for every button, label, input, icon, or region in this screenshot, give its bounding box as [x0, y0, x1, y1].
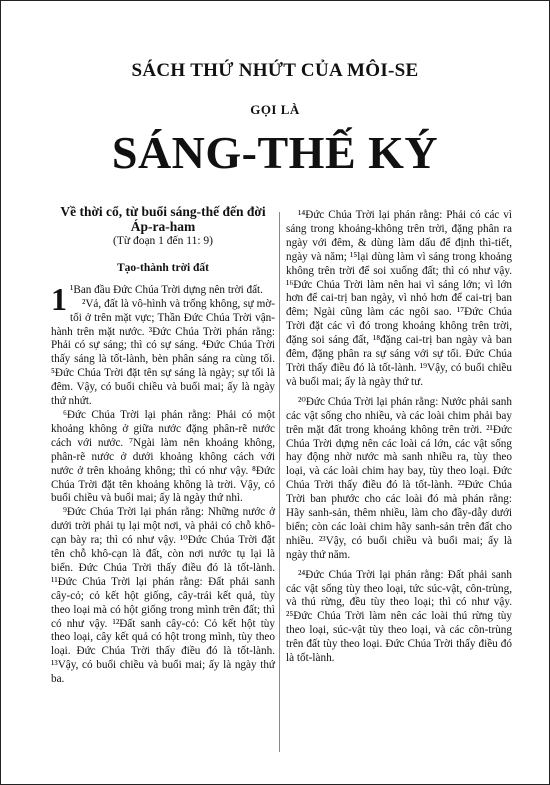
book-title-line-2: GỌI LÀ	[250, 102, 300, 117]
section-heading: Về thời cổ, từ buổi sáng-thế đến đời Áp-ra-ham	[60, 204, 266, 234]
verse-paragraph: ²⁰Đức Chúa Trời lại phán rằng: Nước phải sanh các vật sống cho nhiều, và các loài chim phải bay trên mặt đất trong khoảng không trên trời. ²¹Đức Chúa Trời dựng nên các loài cá lớn, các vật sống hay động nhờ nước mà sanh nhiều ra, tùy theo loại, và các loài chim hay bay, tùy theo loại. Đức Chúa Trời thấy điều đó là tốt-lành. ²²Đức Chúa Trời ban phước cho các loài đó mà phán rằng: Hãy sanh-sản, thêm nhiều, làm cho đầy-dẫy dưới biển; còn các loài chim hãy sanh-sản trên đất cho nhiều. ²³Vậy, có buổi chiều và buổi mai; ấy là ngày thứ năm.	[286, 395, 512, 561]
book-header	[0, 60, 550, 176]
verse-paragraph: ²⁴Đức Chúa Trời lại phán rằng: Đất phải sanh các vật sống tùy theo loại, tức súc-vật, côn-trùng, và thú rừng, đều tùy theo loại; thì có như vậy. ²⁵Đức Chúa Trời làm nên các loài thú rừng tùy theo loại, súc-vật tùy theo loại, và các côn-trùng trên đất tùy theo loại. Đức Chúa Trời thấy điều đó là tốt-lành.	[286, 568, 512, 665]
right-column	[286, 209, 512, 666]
left-column	[51, 204, 275, 687]
verse-paragraph: ⁶Đức Chúa Trời lại phán rằng: Phải có một khoảng không ở giữa nước đặng phân-rẽ nước cách với nước. ⁷Ngài làm nên khoảng không, phân-rẽ nước ở dưới khoảng không cách với nước ở trên khoảng không; thì có như vậy. ⁸Đức Chúa Trời đặt tên khoảng không là trời. Vậy, có buổi chiều và buổi mai; ấy là ngày thứ nhì.	[51, 408, 275, 505]
book-title-line-1: SÁCH THỨ NHỨT CỦA MÔI-SE	[131, 60, 419, 81]
verse-paragraph: ¹Ban đầu Đức Chúa Trời dựng nên trời đất.	[70, 283, 263, 296]
column-divider	[279, 212, 280, 752]
verse-paragraph: ⁹Đức Chúa Trời lại phán rằng: Những nước ở dưới trời phải tụ lại một nơi, và phải có chỗ khô-cạn bày ra; thì có như vậy. ¹⁰Đức Chúa Trời đặt tên chỗ khô-cạn là đất, còn nơi nước tụ lại là biển. Đức Chúa Trời thấy điều đó là tốt-lành. ¹¹Đức Chúa Trời lại phán rằng: Đất phải sanh cây-cỏ; cỏ kết hột giống, cây-trái kết quả, tùy theo loại mà có hột giống trong mình trên đất; thì có như vậy. ¹²Đất sanh cây-cỏ: Cỏ kết hột tùy theo loại, cây kết quả có hột trong mình, tùy theo loại. Đức Chúa Trời thấy điều đó là tốt-lành. ¹³Vậy, có buổi chiều và buổi mai; ấy là ngày thứ ba.	[51, 506, 275, 686]
chapter-paragraph	[51, 280, 275, 317]
verse-paragraph: ¹⁴Đức Chúa Trời lại phán rằng: Phải có các vì sáng trong khoảng-không trên trời, đặng phân ra ngày với đêm, & dùng làm dấu để định thì-tiết, ngày và năm; ¹⁵lại dùng làm vì sáng trong khoảng không trên trời để soi xuống đất; thì có như vậy. ¹⁶Đức Chúa Trời làm nên hai vì sáng lớn; vì lớn hơn để cai-trị ban ngày, vì nhỏ hơn để cai-trị ban đêm; Ngài cũng làm các ngôi sao. ¹⁷Đức Chúa Trời đặt các vì đó trong khoảng không trên trời, đặng soi sáng đất, ¹⁸đặng cai-trị ban ngày và ban đêm, đặng phân ra sự sáng với sự tối. Đức Chúa Trời thấy điều đó là tốt-lành. ¹⁹Vậy, có buổi chiều và buổi mai; ấy là ngày thứ tư.	[286, 209, 512, 388]
book-title-main: SÁNG-THẾ KÝ	[111, 127, 439, 178]
subheading: Tạo-thành trời đất	[117, 261, 209, 274]
section-reference: (Từ đoạn 1 đến 11: 9)	[112, 235, 214, 247]
verse-paragraph: ²Vả, đất là vô-hình và trống không, sự mờ-tối ở trên mặt vực; Thần Đức Chúa Trời vận-hành trên mặt nước. ³Đức Chúa Trời phán rằng: Phải có sự sáng; thì có sự sáng. ⁴Đức Chúa Trời thấy sáng là tốt-lành, bèn phân sáng ra cùng tối. ⁵Đức Chúa Trời đặt tên sự sáng là ngày; sự tối là đêm. Vậy, có buổi chiều và buổi mai; ấy là ngày thứ nhứt.	[51, 297, 275, 408]
chapter-number: 1	[51, 280, 67, 317]
